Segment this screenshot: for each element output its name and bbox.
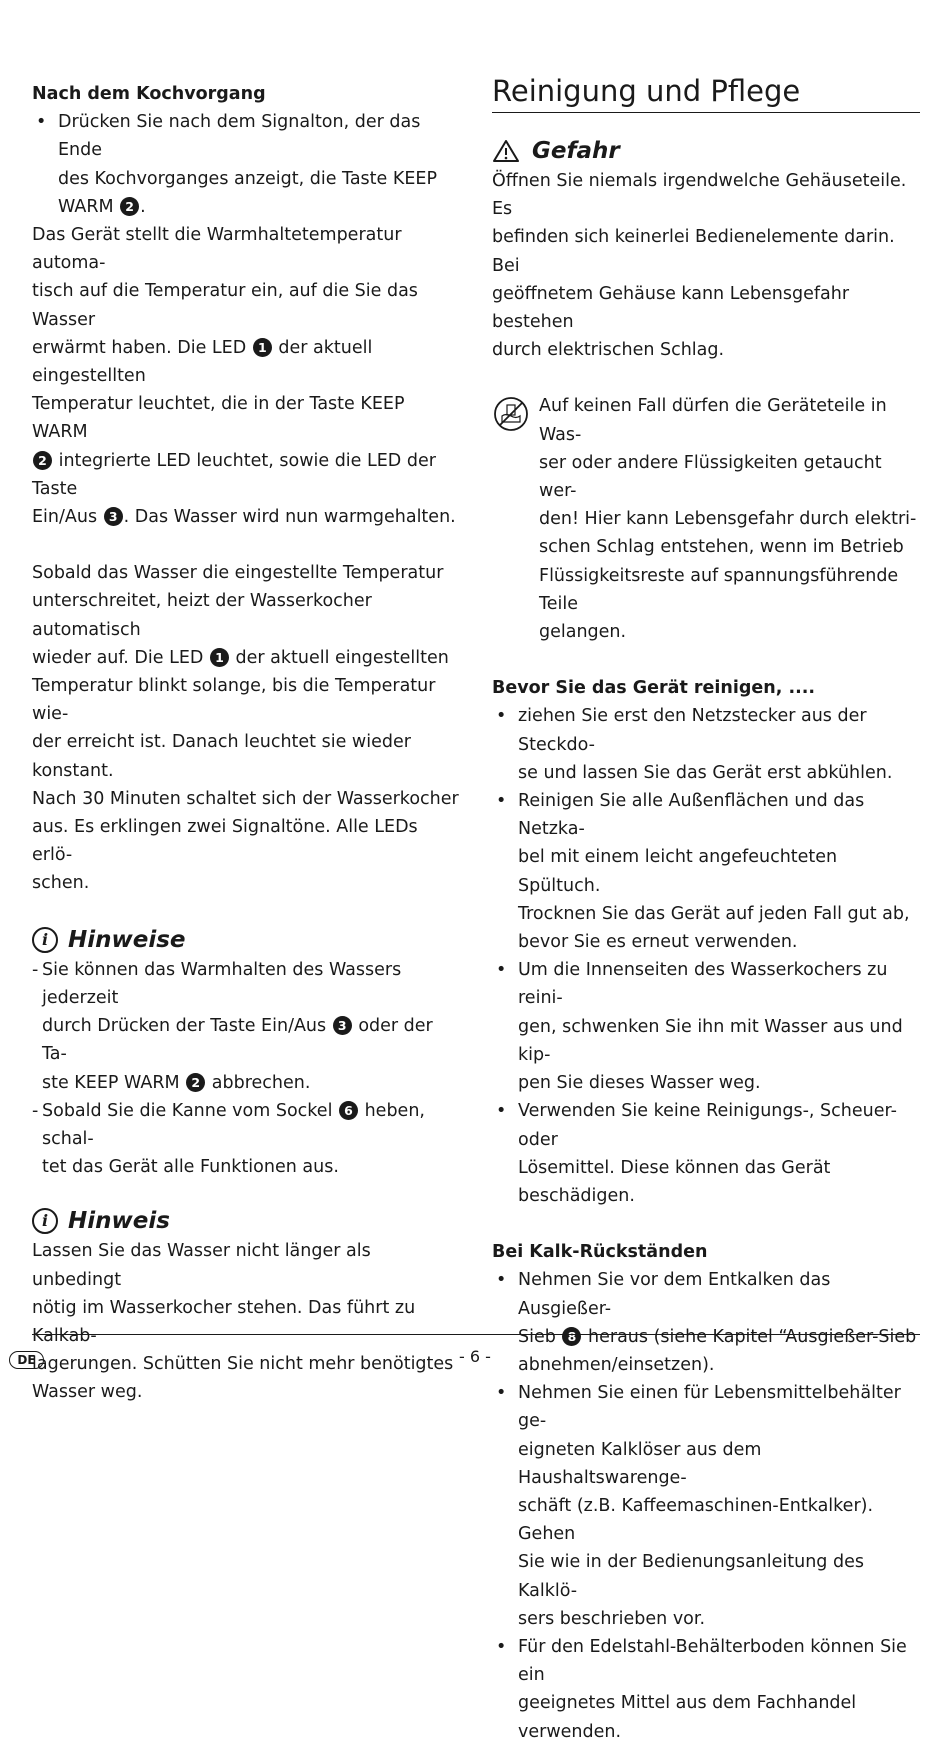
after-cooking-heading: Nach dem Kochvorgang (32, 84, 266, 104)
limescale-heading: Bei Kalk-Rückständen (492, 1242, 708, 1263)
before-cleaning-list (492, 702, 920, 1210)
list-item: • Für den Edelstahl-Behälterboden können Sie ein geeignetes Mittel aus dem Fachhandel verwenden. (492, 1633, 920, 1746)
info-icon: i (32, 927, 58, 953)
number-badge-8: 8 (562, 1327, 581, 1346)
list-item: • Reinigen Sie alle Außenflächen und das Netzka- bel mit einem leicht angefeuchteten Spültuch. Trocknen Sie das Gerät auf jeden Fall gut ab, bevor Sie es erneut verwenden. (492, 787, 920, 956)
list-item: • Um die Innenseiten des Wasserkochers zu reini- gen, schwenken Sie ihn mit Wasser aus und kip- pen Sie dieses Wasser weg. (492, 956, 920, 1097)
left-column (32, 80, 462, 1407)
language-badge: DE (9, 1351, 44, 1369)
note-heading: i Hinweis (32, 1205, 462, 1237)
footer-divider (32, 1334, 920, 1335)
number-badge-3: 3 (333, 1016, 352, 1035)
list-item: • ziehen Sie erst den Netzstecker aus der Steckdo- se und lassen Sie das Gerät erst abkühlen. (492, 702, 920, 787)
section-title: Reinigung und Pflege (492, 72, 920, 113)
water-warning: Auf keinen Fall dürfen die Geräteteile in Was- ser oder andere Flüssigkeiten getaucht wer- den! Hier kann Lebensgefahr durch elektri- schen Schlag entstehen, wenn im Betrieb Flüssigkeitsreste auf spannungsführende Teile gelangen. (492, 392, 920, 646)
after-cooking-bullet: • Drücken Sie nach dem Signalton, der das Ende des Kochvorganges anzeigt, die Taste KEEP WARM 2 . (32, 108, 462, 221)
danger-text: Öffnen Sie niemals irgendwelche Gehäuseteile. Es befinden sich keinerlei Bedienelemente darin. Bei geöffnetem Gehäuse kann Lebensgefahr bestehen durch elektrischen Schlag. (492, 171, 907, 361)
list-item: - Sie können das Warmhalten des Wassers jederzeit durch Drücken der Taste Ein/Aus 3 oder der Ta- ste KEEP WARM 2 abbrechen. (32, 959, 433, 1093)
right-column (492, 72, 920, 1746)
page-number: - 6 - (459, 1347, 491, 1366)
number-badge-1: 1 (253, 338, 272, 357)
number-badge-2: 2 (120, 197, 139, 216)
list-item: • Nehmen Sie einen für Lebensmittelbehälter ge- eigneten Kalklöser aus dem Haushaltswarenge- schäft (z.B. Kaffeemaschinen-Entkalker). Gehen Sie wie in der Bedienungsanleitung des Kalklö- sers beschrieben vor. (492, 1379, 920, 1633)
danger-heading: Gefahr (492, 135, 920, 167)
limescale-list (492, 1266, 920, 1745)
list-item: - Sobald Sie die Kanne vom Sockel 6 heben, schal- tet das Gerät alle Funktionen aus. (32, 1100, 425, 1178)
number-badge-2: 2 (186, 1073, 205, 1092)
note-text: Lassen Sie das Wasser nicht länger als unbedingt nötig im Wasserkocher stehen. Das führt zu Kalkab- lagerungen. Schütten Sie nicht mehr benötigtes Wasser weg. (32, 1241, 454, 1403)
before-cleaning-heading: Bevor Sie das Gerät reinigen, .... (492, 678, 816, 699)
number-badge-1: 1 (210, 648, 229, 667)
no-immersion-icon (493, 396, 529, 432)
after-cooking-paragraph-2: Sobald das Wasser die eingestellte Temperatur unterschreitet, heizt der Wasserkocher automatisch wieder auf. Die LED 1 der aktuell eingestellten Temperatur blinkt solange, bis die Temperatur wie- der erreicht ist. Danach leuchtet sie wieder konstant. Nach 30 Minuten schaltet sich der Wasserkocher aus. Es erklingen zwei Signaltöne. Alle LEDs erlö- schen. (32, 563, 459, 894)
list-item: • Verwenden Sie keine Reinigungs-, Scheuer- oder Lösemittel. Diese können das Gerät beschädigen. (492, 1097, 920, 1210)
list-item: • Nehmen Sie vor dem Entkalken das Ausgießer- Sieb 8 heraus (siehe Kapitel “Ausgießer-Sieb abnehmen/einsetzen). (492, 1266, 920, 1379)
notes-list (32, 956, 462, 1182)
notes-heading: i Hinweise (32, 924, 462, 956)
info-icon: i (32, 1208, 58, 1234)
number-badge-2: 2 (33, 451, 52, 470)
after-cooking-paragraph-1: Das Gerät stellt die Warmhaltetemperatur automa- tisch auf die Temperatur ein, auf die Sie das Wasser erwärmt haben. Die LED 1 der aktuell eingestellten Temperatur leuchtet, die in der Taste KEEP WARM 2 integrierte LED leuchtet, sowie die LED der Taste Ein/Aus 3 . Das Wasser wird nun warmgehalten. (32, 225, 456, 528)
number-badge-6: 6 (339, 1101, 358, 1120)
number-badge-3: 3 (104, 507, 123, 526)
warning-triangle-icon (492, 139, 520, 163)
